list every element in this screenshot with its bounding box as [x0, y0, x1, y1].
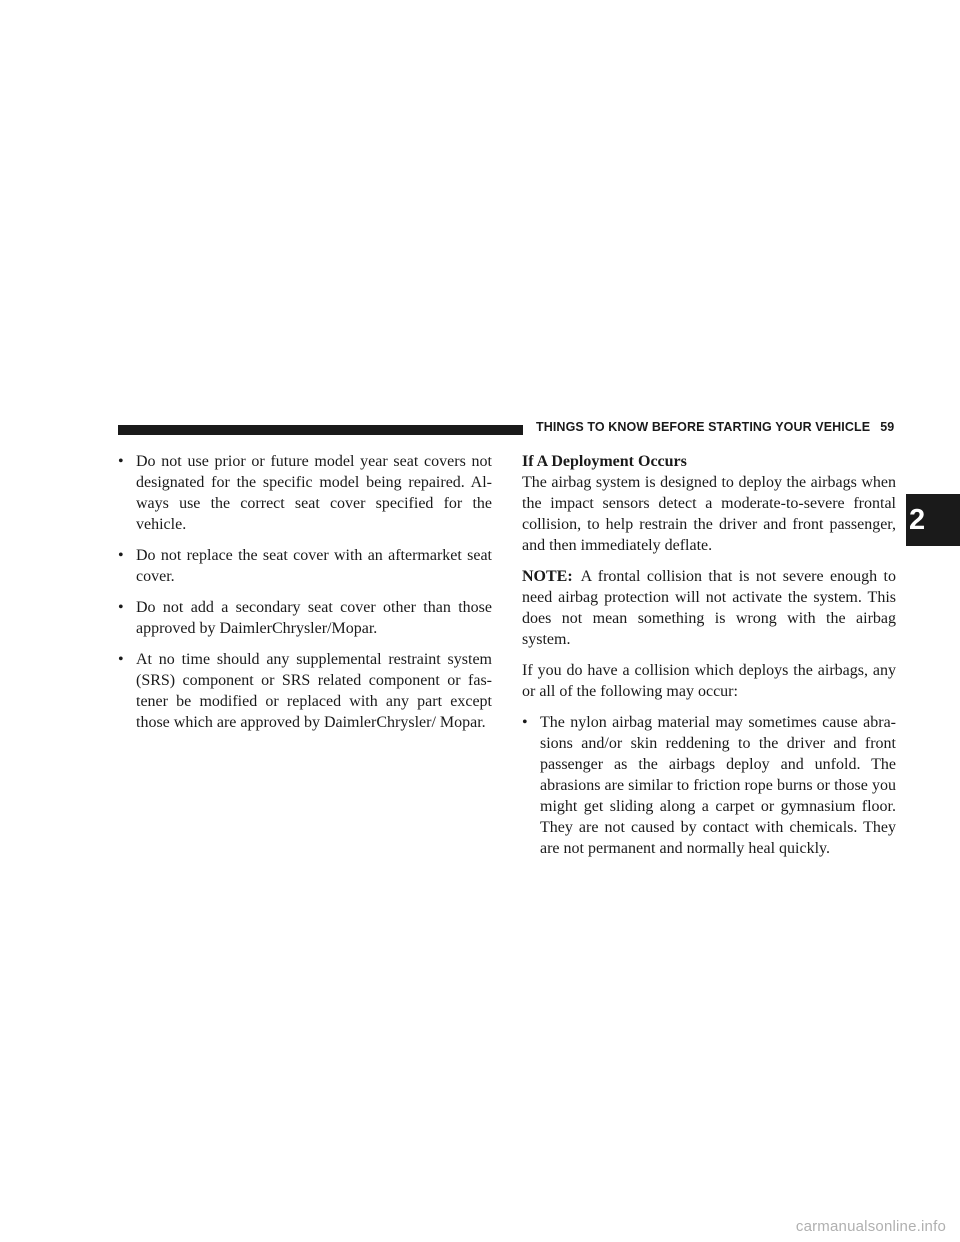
chapter-tab: 2: [906, 494, 960, 546]
list-item: [118, 597, 492, 639]
list-item: [522, 712, 896, 859]
bullet-text: Do not add a secondary seat cover other than those approved by DaimlerChrysler/Mopar.: [136, 599, 492, 637]
right-bullet-list: [522, 712, 896, 859]
right-column: [522, 451, 896, 869]
left-column: [118, 451, 492, 743]
bullet-icon: •: [118, 651, 124, 668]
running-header: [536, 420, 894, 434]
bullet-text: At no time should any supplemental restraint system (SRS) component or SRS related component or fas-tener be modified or replaced with any part except those which are approved by DaimlerChrysler/ Mopar.: [136, 651, 492, 731]
collision-paragraph: If you do have a collision which deploys the airbags, any or all of the following may occur:: [522, 662, 896, 700]
page-number: 59: [880, 420, 895, 434]
bullet-text: Do not replace the seat cover with an aftermarket seat cover.: [136, 547, 492, 585]
note-text: A frontal collision that is not severe enough to need airbag protection will not activate the system. This does not mean something is wrong with the airbag system.: [522, 568, 896, 648]
bullet-icon: •: [522, 714, 528, 731]
bullet-icon: •: [118, 453, 124, 470]
list-item: [118, 545, 492, 587]
list-item: [118, 451, 492, 535]
section-heading: If A Deployment Occurs: [522, 453, 687, 470]
watermark: carmanualsonline.info: [795, 1218, 946, 1235]
header-rule: [118, 425, 523, 435]
note-label: NOTE:: [522, 568, 573, 585]
note-paragraph: [522, 566, 896, 650]
left-bullet-list: [118, 451, 492, 733]
bullet-text: Do not use prior or future model year seat covers not designated for the specific model being repaired. Al-ways use the correct seat cover specified for the vehicle.: [136, 453, 492, 533]
bullet-icon: •: [118, 547, 124, 564]
list-item: [118, 649, 492, 733]
intro-paragraph: The airbag system is designed to deploy the airbags when the impact sensors detect a moderate-to-severe frontal collision, to help restrain the driver and front passenger, and then immediately deflate.: [522, 474, 896, 554]
bullet-text: The nylon airbag material may sometimes cause abra-sions and/or skin reddening to the driver and front passenger as the airbags deploy and unfold. The abrasions are similar to friction rope burns or those you might get sliding along a carpet or gymnasium floor. They are not caused by contact with chemicals. They are not permanent and normally heal quickly.: [540, 714, 896, 857]
bullet-icon: •: [118, 599, 124, 616]
header-title: THINGS TO KNOW BEFORE STARTING YOUR VEHICLE: [536, 420, 871, 434]
